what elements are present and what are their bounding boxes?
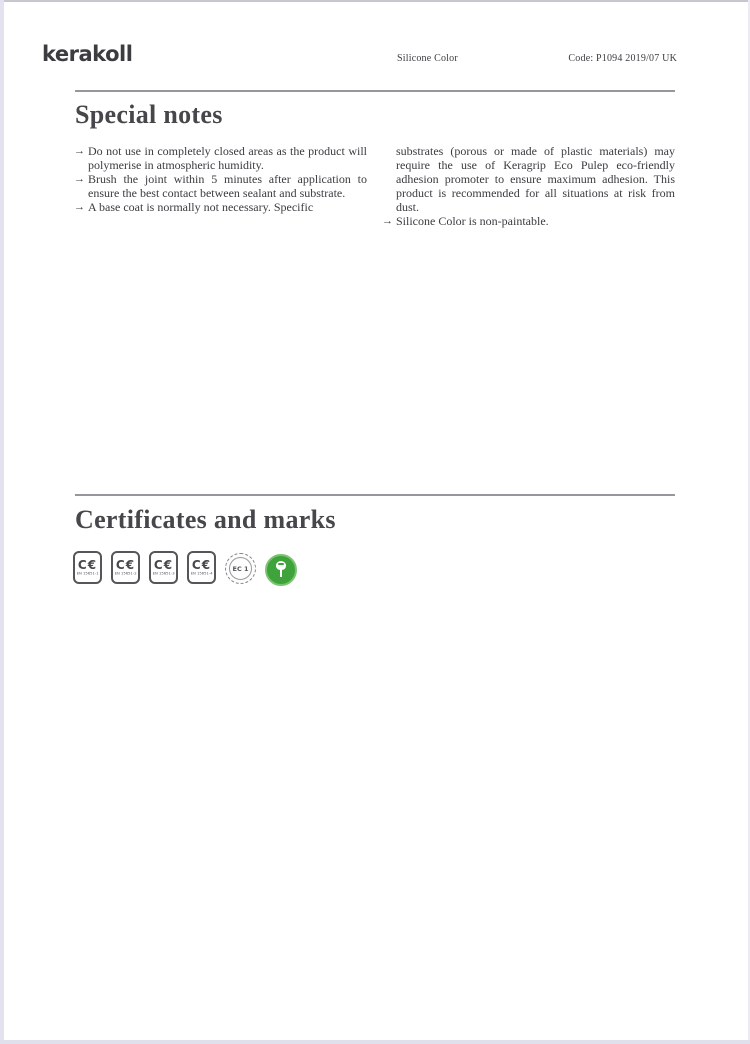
- page-edge-top: [0, 0, 750, 2]
- section-divider: [75, 494, 675, 496]
- note-text: Do not use in completely closed areas as the product will polymerise in atmospheric humidity.: [88, 144, 367, 172]
- kerakoll-logo: kerakoll: [42, 42, 133, 66]
- note-text: Brush the joint within 5 minutes after application to ensure the best contact between sealant and substrate.: [88, 172, 367, 200]
- ce-mark-icon: [187, 551, 216, 584]
- ce-glyph: C€: [77, 557, 98, 572]
- certificate-marks-row: [73, 551, 297, 586]
- note-text: Silicone Color is non-paintable.: [396, 214, 549, 228]
- ce-glyph: C€: [191, 557, 212, 572]
- eco-tree-stem: [280, 569, 282, 577]
- ce-standard-label: EN 15651-2: [114, 570, 137, 576]
- ec1-label: EC 1: [229, 557, 252, 580]
- ce-standard-label: EN 15651-4: [190, 570, 213, 576]
- arrow-icon: →: [74, 145, 85, 157]
- list-item: [75, 200, 367, 214]
- notes-column-left: [75, 144, 367, 228]
- ce-glyph: C€: [115, 557, 136, 572]
- notes-column-right: [383, 144, 675, 228]
- arrow-icon: →: [74, 173, 85, 185]
- arrow-icon: →: [382, 215, 393, 227]
- list-item: [383, 144, 675, 214]
- document-title: Silicone Color: [397, 53, 458, 64]
- ce-glyph: C€: [153, 557, 174, 572]
- ce-mark-icon: [111, 551, 140, 584]
- ce-standard-label: EN 15651-3: [152, 570, 175, 576]
- page-edge-bottom: [0, 1040, 750, 1044]
- ce-standard-label: EN 15651-1: [76, 570, 99, 576]
- list-item: [75, 144, 367, 172]
- green-eco-mark-icon: [265, 554, 297, 586]
- certificates-title: Certificates and marks: [75, 505, 336, 534]
- section-divider: [75, 90, 675, 92]
- page-edge-left: [0, 0, 4, 1044]
- emicode-ec1-mark-icon: [225, 553, 256, 584]
- document-code: Code: P1094 2019/07 UK: [568, 53, 677, 64]
- ce-mark-icon: [73, 551, 102, 584]
- note-text: substrates (porous or made of plastic materials) may require the use of Keragrip Eco Pulep eco-friendly adhesion promoter to ensure maximum adhesion. This product is recommended for all situations at risk from dust.: [396, 144, 675, 214]
- note-text: A base coat is normally not necessary. Specific: [88, 200, 314, 214]
- ce-mark-icon: [149, 551, 178, 584]
- special-notes-title: Special notes: [75, 100, 223, 129]
- list-item: [383, 214, 675, 228]
- arrow-icon: →: [74, 201, 85, 213]
- special-notes-list: [75, 144, 675, 228]
- list-item: [75, 172, 367, 200]
